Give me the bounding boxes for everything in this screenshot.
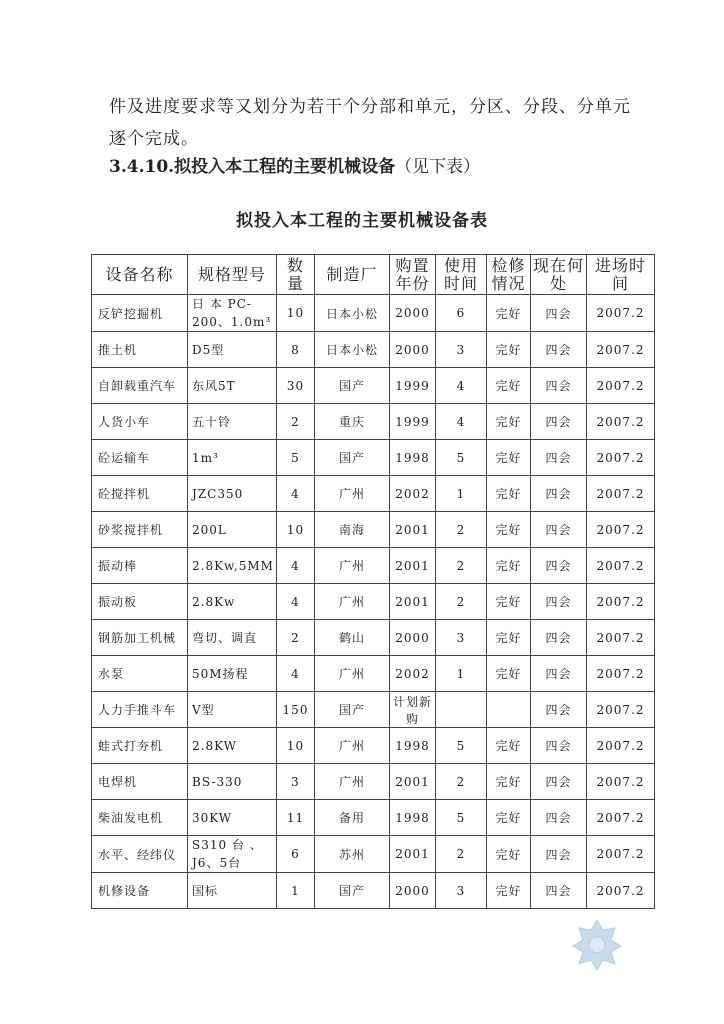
table-cell: 2000 — [390, 873, 436, 909]
table-cell: 2 — [436, 836, 487, 873]
table-cell: 完好 — [487, 548, 531, 584]
table-cell: 4 — [436, 404, 487, 440]
table-cell: 2002 — [390, 656, 436, 692]
table-row — [92, 332, 655, 368]
table-cell: 国产 — [315, 368, 390, 404]
table-cell: 电焊机 — [92, 764, 188, 800]
table-cell: 2000 — [390, 332, 436, 368]
table-cell: 6 — [436, 295, 487, 332]
table-cell: 4 — [277, 476, 315, 512]
table-cell: 四会 — [531, 476, 587, 512]
table-cell: 完好 — [487, 584, 531, 620]
table-cell: 水平、经纬仪 — [92, 836, 188, 873]
table-cell: 2007.2 — [587, 332, 655, 368]
equipment-table — [91, 254, 655, 909]
table-cell: 完好 — [487, 836, 531, 873]
table-cell: 2007.2 — [587, 368, 655, 404]
table-cell: 四会 — [531, 584, 587, 620]
table-cell: 四会 — [531, 873, 587, 909]
table-cell: 东风5T — [188, 368, 277, 404]
table-cell: 砂浆搅拌机 — [92, 512, 188, 548]
table-cell: 4 — [436, 368, 487, 404]
table-cell: 2 — [436, 548, 487, 584]
table-cell: BS-330 — [188, 764, 277, 800]
table-cell: 2007.2 — [587, 800, 655, 836]
table-cell: 人货小车 — [92, 404, 188, 440]
table-cell: 2.8KW — [188, 728, 277, 764]
table-cell: 2000 — [390, 620, 436, 656]
table-cell: V型 — [188, 692, 277, 728]
column-header: 设备名称 — [92, 255, 188, 295]
table-cell: 2007.2 — [587, 764, 655, 800]
table-cell: 2002 — [390, 476, 436, 512]
table-cell: 四会 — [531, 548, 587, 584]
table-cell: 2007.2 — [587, 440, 655, 476]
table-cell: 5 — [436, 800, 487, 836]
table-cell: 水泵 — [92, 656, 188, 692]
table-cell: 重庆 — [315, 404, 390, 440]
table-cell: 蛙式打夯机 — [92, 728, 188, 764]
paragraph-line-2: 逐个完成。 — [109, 129, 199, 149]
table-cell: 反铲挖掘机 — [92, 295, 188, 332]
table-cell: 广州 — [315, 728, 390, 764]
table-cell: 3 — [436, 620, 487, 656]
table-cell: 2001 — [390, 764, 436, 800]
table-cell: 自卸载重汽车 — [92, 368, 188, 404]
table-cell: 10 — [277, 728, 315, 764]
table-cell: 弯切、调直 — [188, 620, 277, 656]
table-cell: 1999 — [390, 368, 436, 404]
table-cell: 150 — [277, 692, 315, 728]
table-row — [92, 764, 655, 800]
table-cell: 1 — [436, 656, 487, 692]
table-row — [92, 800, 655, 836]
table-cell: 2000 — [390, 295, 436, 332]
table-cell: 8 — [277, 332, 315, 368]
table-cell: 4 — [277, 656, 315, 692]
table-cell: 四会 — [531, 404, 587, 440]
table-row — [92, 620, 655, 656]
table-cell: 2007.2 — [587, 692, 655, 728]
table-cell: 2.8Kw — [188, 584, 277, 620]
table-cell — [487, 692, 531, 728]
table-cell: 3 — [436, 873, 487, 909]
table-row — [92, 404, 655, 440]
column-header: 检修情况 — [487, 255, 531, 295]
table-cell: 30 — [277, 368, 315, 404]
column-header: 数量 — [277, 255, 315, 295]
table-cell: 完好 — [487, 656, 531, 692]
table-cell: 1 — [277, 873, 315, 909]
table-cell: 2007.2 — [587, 656, 655, 692]
table-row — [92, 692, 655, 728]
table-cell: 苏州 — [315, 836, 390, 873]
table-cell: 1m³ — [188, 440, 277, 476]
table-row — [92, 476, 655, 512]
table-cell: 国产 — [315, 440, 390, 476]
table-cell: 10 — [277, 512, 315, 548]
table-cell: 2007.2 — [587, 476, 655, 512]
table-cell: 人力手推斗车 — [92, 692, 188, 728]
column-header: 进场时间 — [587, 255, 655, 295]
table-row — [92, 440, 655, 476]
table-cell: 2007.2 — [587, 584, 655, 620]
table-cell: 50M扬程 — [188, 656, 277, 692]
table-cell: S310 台 、J6、5台 — [188, 836, 277, 873]
table-cell: 3 — [277, 764, 315, 800]
table-row — [92, 512, 655, 548]
table-cell: 2007.2 — [587, 836, 655, 873]
table-cell: 30KW — [188, 800, 277, 836]
column-header: 购置年份 — [390, 255, 436, 295]
watermark-logo-icon — [571, 918, 623, 970]
table-cell: 完好 — [487, 332, 531, 368]
table-cell: 广州 — [315, 584, 390, 620]
table-cell: 完好 — [487, 873, 531, 909]
section-note: （见下表） — [395, 157, 481, 177]
table-cell: 2001 — [390, 584, 436, 620]
table-cell: 四会 — [531, 512, 587, 548]
table-cell: 广州 — [315, 764, 390, 800]
table-cell: 2001 — [390, 548, 436, 584]
table-row — [92, 368, 655, 404]
table-cell: 振动板 — [92, 584, 188, 620]
table-cell: 2007.2 — [587, 512, 655, 548]
table-cell: 2 — [436, 764, 487, 800]
table-row — [92, 873, 655, 909]
table-cell: 200L — [188, 512, 277, 548]
table-cell: 完好 — [487, 512, 531, 548]
table-cell: 日 本 PC-200、1.0m³ — [188, 295, 277, 332]
table-cell: 广州 — [315, 476, 390, 512]
column-header: 使用时间 — [436, 255, 487, 295]
table-cell: 四会 — [531, 764, 587, 800]
table-row — [92, 728, 655, 764]
table-cell: 四会 — [531, 692, 587, 728]
column-header: 现在何处 — [531, 255, 587, 295]
table-cell: 完好 — [487, 404, 531, 440]
table-cell: 机修设备 — [92, 873, 188, 909]
table-cell: 砼运输车 — [92, 440, 188, 476]
table-cell: 1998 — [390, 728, 436, 764]
table-cell: 日本小松 — [315, 332, 390, 368]
table-cell: 南海 — [315, 512, 390, 548]
table-cell: 2.8Kw,5MM — [188, 548, 277, 584]
table-cell: 五十铃 — [188, 404, 277, 440]
table-cell: 国产 — [315, 692, 390, 728]
table-row — [92, 836, 655, 873]
table-row — [92, 548, 655, 584]
table-cell: 完好 — [487, 476, 531, 512]
table-cell: 2001 — [390, 836, 436, 873]
table-cell: D5型 — [188, 332, 277, 368]
table-cell: 计划新购 — [390, 692, 436, 728]
table-cell: 2007.2 — [587, 404, 655, 440]
table-cell: 5 — [436, 728, 487, 764]
table-cell: 完好 — [487, 440, 531, 476]
table-cell: 推土机 — [92, 332, 188, 368]
table-cell: 2007.2 — [587, 548, 655, 584]
paragraph-line-1: 件及进度要求等又划分为若干个分部和单元，分区、分段、分单元 — [109, 97, 631, 117]
table-row — [92, 584, 655, 620]
table-cell: 1999 — [390, 404, 436, 440]
table-cell: 备用 — [315, 800, 390, 836]
table-cell: 四会 — [531, 656, 587, 692]
section-heading — [109, 152, 480, 177]
table-cell: 四会 — [531, 836, 587, 873]
table-cell: 完好 — [487, 764, 531, 800]
table-cell: 广州 — [315, 548, 390, 584]
table-cell: 完好 — [487, 295, 531, 332]
table-cell: 4 — [277, 584, 315, 620]
table-header-row — [92, 255, 655, 295]
table-cell: 砼搅拌机 — [92, 476, 188, 512]
table-cell: 钢筋加工机械 — [92, 620, 188, 656]
table-cell: 国产 — [315, 873, 390, 909]
table-cell: 四会 — [531, 295, 587, 332]
table-cell: 2 — [277, 620, 315, 656]
table-cell: 2007.2 — [587, 873, 655, 909]
table-cell: 日本小松 — [315, 295, 390, 332]
table-cell: 完好 — [487, 620, 531, 656]
table-cell: 四会 — [531, 440, 587, 476]
table-cell: 6 — [277, 836, 315, 873]
table-cell: 四会 — [531, 620, 587, 656]
table-cell: 振动棒 — [92, 548, 188, 584]
table-cell: 广州 — [315, 656, 390, 692]
table-cell: 完好 — [487, 368, 531, 404]
table-cell: 3 — [436, 332, 487, 368]
column-header: 规格型号 — [188, 255, 277, 295]
table-cell: 四会 — [531, 728, 587, 764]
table-cell: 四会 — [531, 332, 587, 368]
table-title: 拟投入本工程的主要机械设备表 — [236, 211, 488, 231]
table-cell: 完好 — [487, 728, 531, 764]
section-title: 拟投入本工程的主要机械设备 — [174, 157, 396, 177]
table-cell: 完好 — [487, 800, 531, 836]
table-cell: 2 — [436, 584, 487, 620]
table-cell: 2007.2 — [587, 620, 655, 656]
table-cell: 1 — [436, 476, 487, 512]
table-cell: 四会 — [531, 800, 587, 836]
section-number: 3.4.10. — [109, 157, 175, 177]
table-cell: 1998 — [390, 440, 436, 476]
table-cell: 10 — [277, 295, 315, 332]
table-cell: 2007.2 — [587, 728, 655, 764]
table-cell: JZC350 — [188, 476, 277, 512]
table-cell: 4 — [277, 548, 315, 584]
table-cell — [436, 692, 487, 728]
table-cell: 四会 — [531, 368, 587, 404]
table-cell: 鹤山 — [315, 620, 390, 656]
table-row — [92, 656, 655, 692]
table-cell: 2007.2 — [587, 295, 655, 332]
table-cell: 5 — [436, 440, 487, 476]
table-cell: 1998 — [390, 800, 436, 836]
table-cell: 国标 — [188, 873, 277, 909]
table-cell: 2001 — [390, 512, 436, 548]
table-cell: 5 — [277, 440, 315, 476]
table-body — [92, 295, 655, 909]
column-header: 制造厂 — [315, 255, 390, 295]
table-cell: 2 — [277, 404, 315, 440]
table-cell: 柴油发电机 — [92, 800, 188, 836]
table-cell: 11 — [277, 800, 315, 836]
table-row — [92, 295, 655, 332]
table-cell: 2 — [436, 512, 487, 548]
